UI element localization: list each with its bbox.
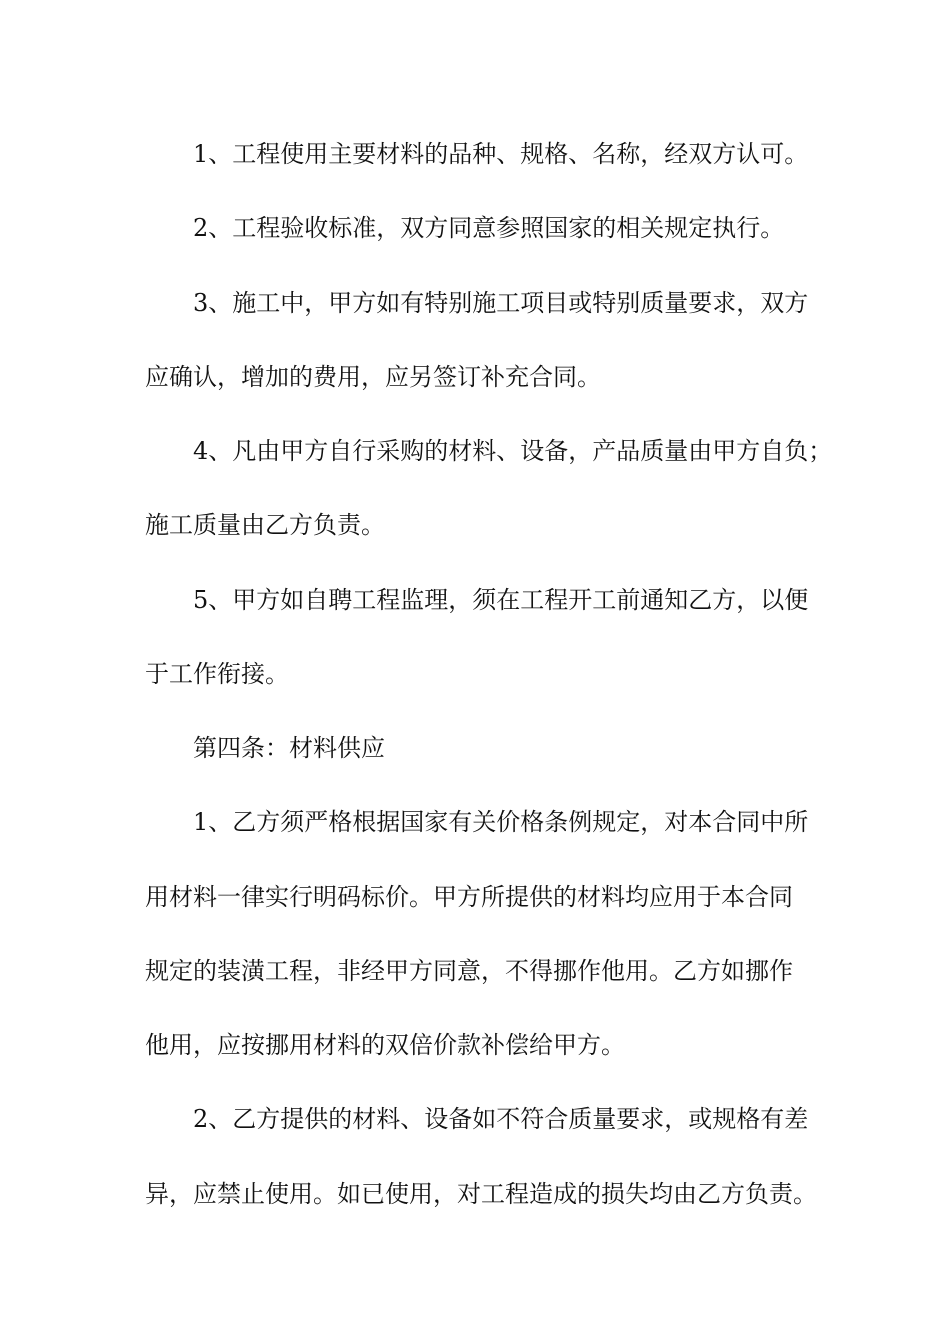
paragraph-line: 1、工程使用主要材料的品种、规格、名称，经双方认可。 — [193, 140, 809, 168]
paragraph-line: 4、凡由甲方自行采购的材料、设备，产品质量由甲方自负； — [193, 437, 833, 465]
paragraph-line: 异，应禁止使用。如已使用，对工程造成的损失均由乙方负责。 — [145, 1180, 817, 1208]
paragraph-line: 施工质量由乙方负责。 — [145, 511, 385, 539]
paragraph-line: 5、甲方如自聘工程监理，须在工程开工前通知乙方，以便 — [193, 586, 809, 614]
section-heading: 第四条：材料供应 — [193, 734, 385, 762]
paragraph-line: 2、工程验收标准，双方同意参照国家的相关规定执行。 — [193, 214, 785, 242]
paragraph-line: 他用，应按挪用材料的双倍价款补偿给甲方。 — [145, 1031, 625, 1059]
paragraph-line: 2、乙方提供的材料、设备如不符合质量要求，或规格有差 — [193, 1105, 809, 1133]
paragraph-line: 于工作衔接。 — [145, 660, 289, 688]
paragraph-line: 应确认，增加的费用，应另签订补充合同。 — [145, 363, 601, 391]
paragraph-line: 3、施工中，甲方如有特别施工项目或特别质量要求，双方 — [193, 289, 809, 317]
paragraph-line: 1、乙方须严格根据国家有关价格条例规定，对本合同中所 — [193, 808, 809, 836]
paragraph-line: 规定的装潢工程，非经甲方同意，不得挪作他用。乙方如挪作 — [145, 957, 793, 985]
paragraph-line: 用材料一律实行明码标价。甲方所提供的材料均应用于本合同 — [145, 883, 793, 911]
